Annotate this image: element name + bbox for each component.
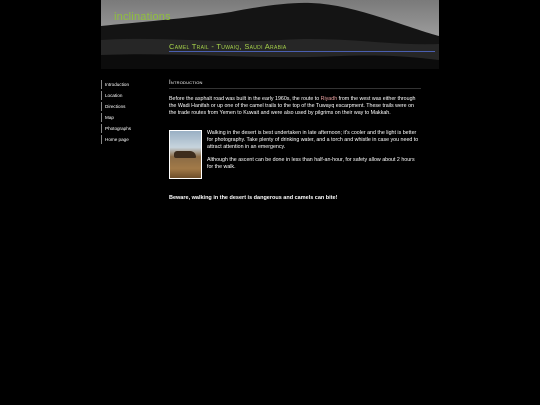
section-heading: Introduction <box>169 80 421 89</box>
nav-item-photographs[interactable]: Photographs <box>101 124 161 133</box>
main-content <box>169 80 421 201</box>
nav-item-introduction[interactable]: Introduction <box>101 80 161 89</box>
intro-text-start: Before the asphalt road was built in the early 1960s, the route to <box>169 96 321 102</box>
nav-item-map[interactable]: Map <box>101 113 161 122</box>
nav-item-location[interactable]: Location <box>101 91 161 100</box>
walking-advice-paragraph: Walking in the desert is best undertaken in late afternoon; it's cooler and the light is better for photography. Take plenty of drinking water, and a torch and whistle in case you need to attract attention in an emergency. <box>207 130 419 150</box>
riyadh-link[interactable]: Riyadh <box>320 96 338 102</box>
ascent-time-paragraph: Although the ascent can be done in less than half-an-hour, for safety allow about 2 hours for the walk. <box>207 157 415 170</box>
intro-paragraph <box>169 96 421 117</box>
nav-item-home-page[interactable]: Home page <box>101 135 161 144</box>
photo-rock <box>174 151 196 158</box>
warning-text: Beware, walking in the desert is dangerous and camels can bite! <box>169 195 338 201</box>
nav-item-directions[interactable]: Directions <box>101 102 161 111</box>
header-banner <box>101 0 439 69</box>
photo-caption-text <box>207 130 421 177</box>
title-divider <box>169 51 435 52</box>
intro-text-end: from the west was either through the Wadi Hanifah or up one of the camel trails to the top of the Tuwayq escarpment. These trails were on the trade routes from Yemen to Kuwait and were also used by pilgrims on their way to Makkah. <box>169 96 416 116</box>
desert-photo[interactable] <box>169 130 202 179</box>
page-title: Camel Trail - Tuwaiq, Saudi Arabia <box>169 42 287 51</box>
sidebar-nav <box>101 80 161 147</box>
site-logo[interactable]: inclinations <box>114 11 171 23</box>
